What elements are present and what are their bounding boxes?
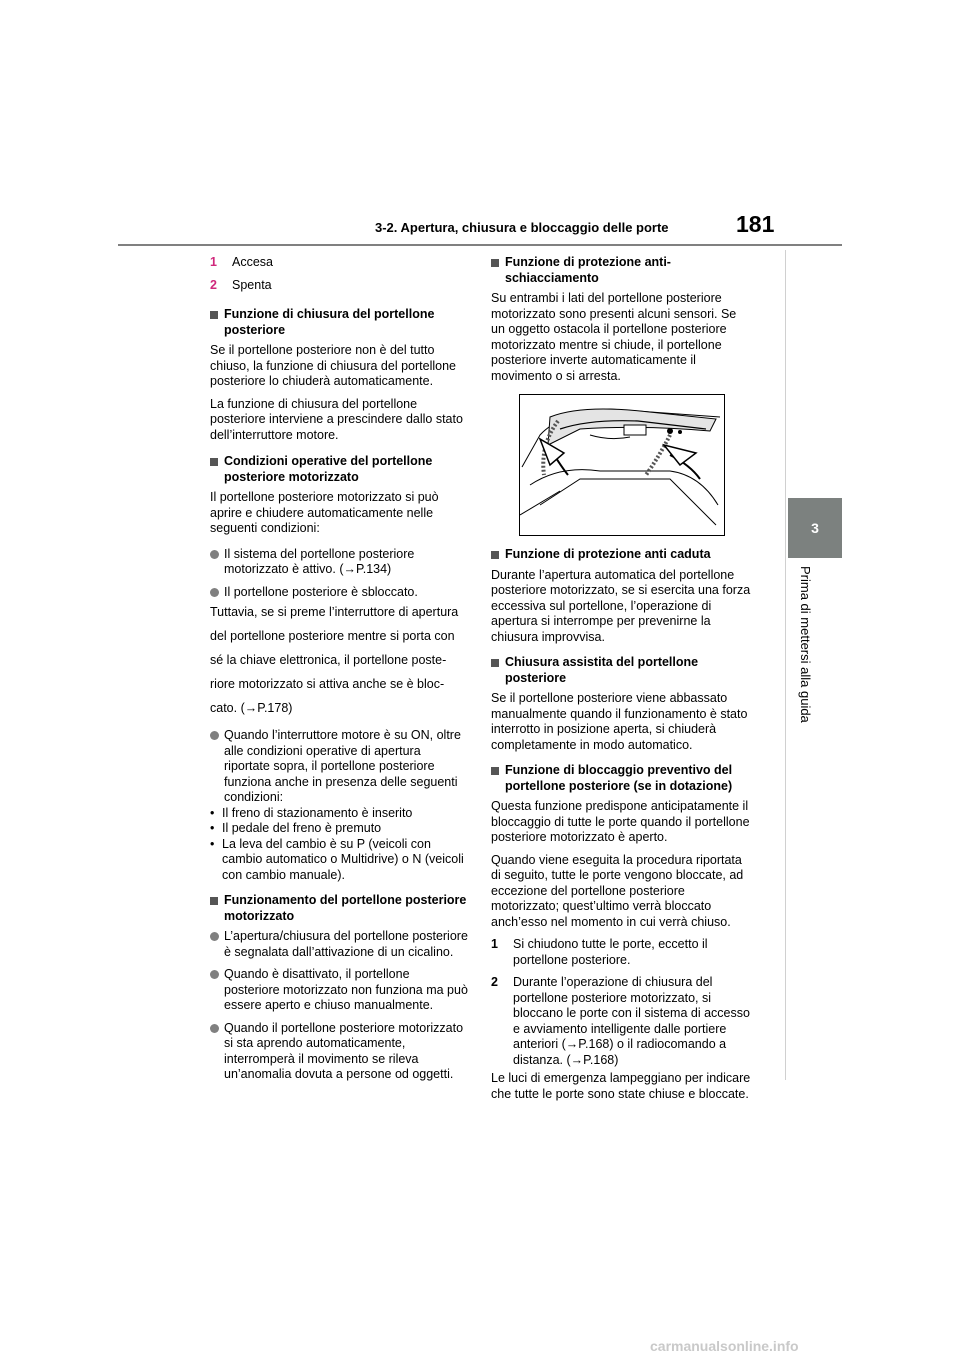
step-number: 2: [210, 277, 217, 292]
section-heading: Funzione di bloccaggio preventivo del portellone posteriore (se in dotazione): [491, 763, 751, 794]
sub-list-item: • Il pedale del freno è premuto: [210, 821, 382, 835]
right-column: [491, 255, 751, 1109]
square-bullet-icon: [210, 311, 218, 319]
list-item: [210, 278, 468, 294]
square-bullet-icon: [210, 897, 218, 905]
paragraph: Quando viene eseguita la procedura riportata di seguito, tutte le porte vengono bloccate, ad eccezione del portellone posteriore motorizzato; quest’ultimo verrà bloccato anch’esso nel momento in cui verrà chiuso.: [491, 852, 744, 929]
step-number: 1: [210, 255, 217, 269]
list-item: Quando l’interruttore motore è su ON, oltre alle condizioni operative di apertura riportate sopra, il portellone posteriore funziona anche in presenza delle seguenti condizioni:: [210, 728, 468, 806]
sub-list: [210, 806, 468, 884]
page-number: 181: [736, 211, 775, 237]
chapter-tab[interactable]: 3: [788, 498, 842, 558]
step-text: Accesa: [232, 255, 273, 269]
section-heading: Condizioni operative del portellone posteriore motorizzato: [210, 454, 468, 485]
paragraph: Questa funzione predispone anticipatamente il bloccaggio di tutte le porte quando il portellone posteriore motorizzato è aperto.: [491, 799, 750, 844]
tailgate-sensor-illustration: [519, 394, 725, 536]
paragraph: Se il portellone posteriore non è del tutto chiuso, la funzione di chiusura del portellone posteriore lo chiuderà automaticamente.: [210, 343, 456, 388]
round-bullet-icon: [210, 550, 219, 559]
list-item: Il sistema del portellone posteriore motorizzato è attivo. (→P.134): [210, 547, 468, 578]
list-item: Quando il portellone posteriore motorizzato si sta aprendo automaticamente, interromperà il movimento se rileva un’anomalia dovuta a persone od oggetti.: [210, 1021, 468, 1083]
chapter-title: Prima di mettersi alla guida: [798, 566, 813, 723]
step-number: 2: [491, 975, 498, 989]
paragraph-line: Tuttavia, se si preme l’interruttore di apertura: [210, 605, 459, 619]
section-heading: Funzione di chiusura del portellone posteriore: [210, 307, 468, 338]
section-heading: Funzione di protezione anti-schiacciamento: [491, 255, 751, 286]
section-title: 3-2. Apertura, chiusura e bloccaggio delle porte: [375, 220, 669, 235]
paragraph: Il portellone posteriore motorizzato si può aprire e chiudere automaticamente nelle seguenti condizioni:: [210, 490, 439, 535]
paragraph-line: del portellone posteriore mentre si porta con: [210, 629, 455, 643]
step-number: 1: [491, 937, 498, 951]
round-bullet-icon: [210, 932, 219, 941]
round-bullet-icon: [210, 1024, 219, 1033]
paragraph: Se il portellone posteriore viene abbassato manualmente quando il funzionamento è stato interrotto in posizione aperta, si chiuderà completamente in modo automatico.: [491, 691, 748, 752]
section-heading: Funzionamento del portellone posteriore motorizzato: [210, 893, 468, 924]
section-heading: Chiusura assistita del portellone posteriore: [491, 655, 751, 686]
list-item: L’apertura/chiusura del portellone posteriore è segnalata dall’attivazione di un cicalino.: [210, 929, 468, 960]
list-item: 1 Si chiudono tutte le porte, eccetto il portellone posteriore.: [491, 937, 708, 967]
left-column: [210, 255, 468, 1090]
sub-list-item: • La leva del cambio è su P (veicoli con cambio automatico o Multidrive) o N (veicoli con cambio manuale).: [210, 836, 464, 882]
round-bullet-icon: [210, 731, 219, 740]
header-rule: [118, 244, 842, 246]
paragraph: La funzione di chiusura del portellone posteriore interviene a prescindere dallo stato dell’interruttore motore.: [210, 396, 463, 442]
sub-list-item: • Il freno di stazionamento è inserito: [210, 805, 413, 820]
square-bullet-icon: [491, 767, 499, 775]
watermark: carmanualsonline.info: [650, 1338, 799, 1354]
list-item: 2 Durante l’operazione di chiusura del portellone posteriore motorizzato, si bloccano le porte con il sistema di accesso e avviamento intelligente dalle portiere anteriori (→P.168) o il radiocomando a distanza. (→P.168): [491, 975, 750, 1067]
step-text: Spenta: [232, 277, 272, 292]
paragraph: Le luci di emergenza lampeggiano per indicare che tutte le porte sono state chiuse e bloccate.: [491, 1071, 751, 1101]
square-bullet-icon: [491, 659, 499, 667]
list-item: Il portellone posteriore è sbloccato.: [210, 585, 468, 601]
sidebar-divider: [785, 250, 786, 1080]
square-bullet-icon: [491, 551, 499, 559]
square-bullet-icon: [491, 259, 499, 267]
section-heading: Funzione di protezione anti caduta: [491, 547, 751, 563]
round-bullet-icon: [210, 970, 219, 979]
round-bullet-icon: [210, 588, 219, 597]
paragraph-line: riore motorizzato si attiva anche se è bloc-: [210, 677, 445, 691]
paragraph: Durante l’apertura automatica del portellone posteriore motorizzato, se si esercita una forza eccessiva sul portellone, l’operazione di apertura si interrompe per prevenirne la chiusura improvvisa.: [491, 567, 751, 644]
list-item: Quando è disattivato, il portellone posteriore motorizzato non funziona ma può essere aperto e chiuso manualmente.: [210, 967, 468, 1014]
square-bullet-icon: [210, 458, 218, 466]
paragraph-line: sé la chiave elettronica, il portellone poste-: [210, 653, 447, 667]
paragraph-line: cato. (→P.178): [210, 701, 293, 715]
paragraph: Su entrambi i lati del portellone posteriore motorizzato sono presenti alcuni sensori. Se un oggetto ostacola il portellone posteriore motorizzato mentre si chiude, il portellone posteriore inverte automaticamente il movimento o si arresta.: [491, 291, 737, 383]
tailgate-illustration-icon: [520, 395, 724, 535]
list-item: [210, 255, 468, 271]
